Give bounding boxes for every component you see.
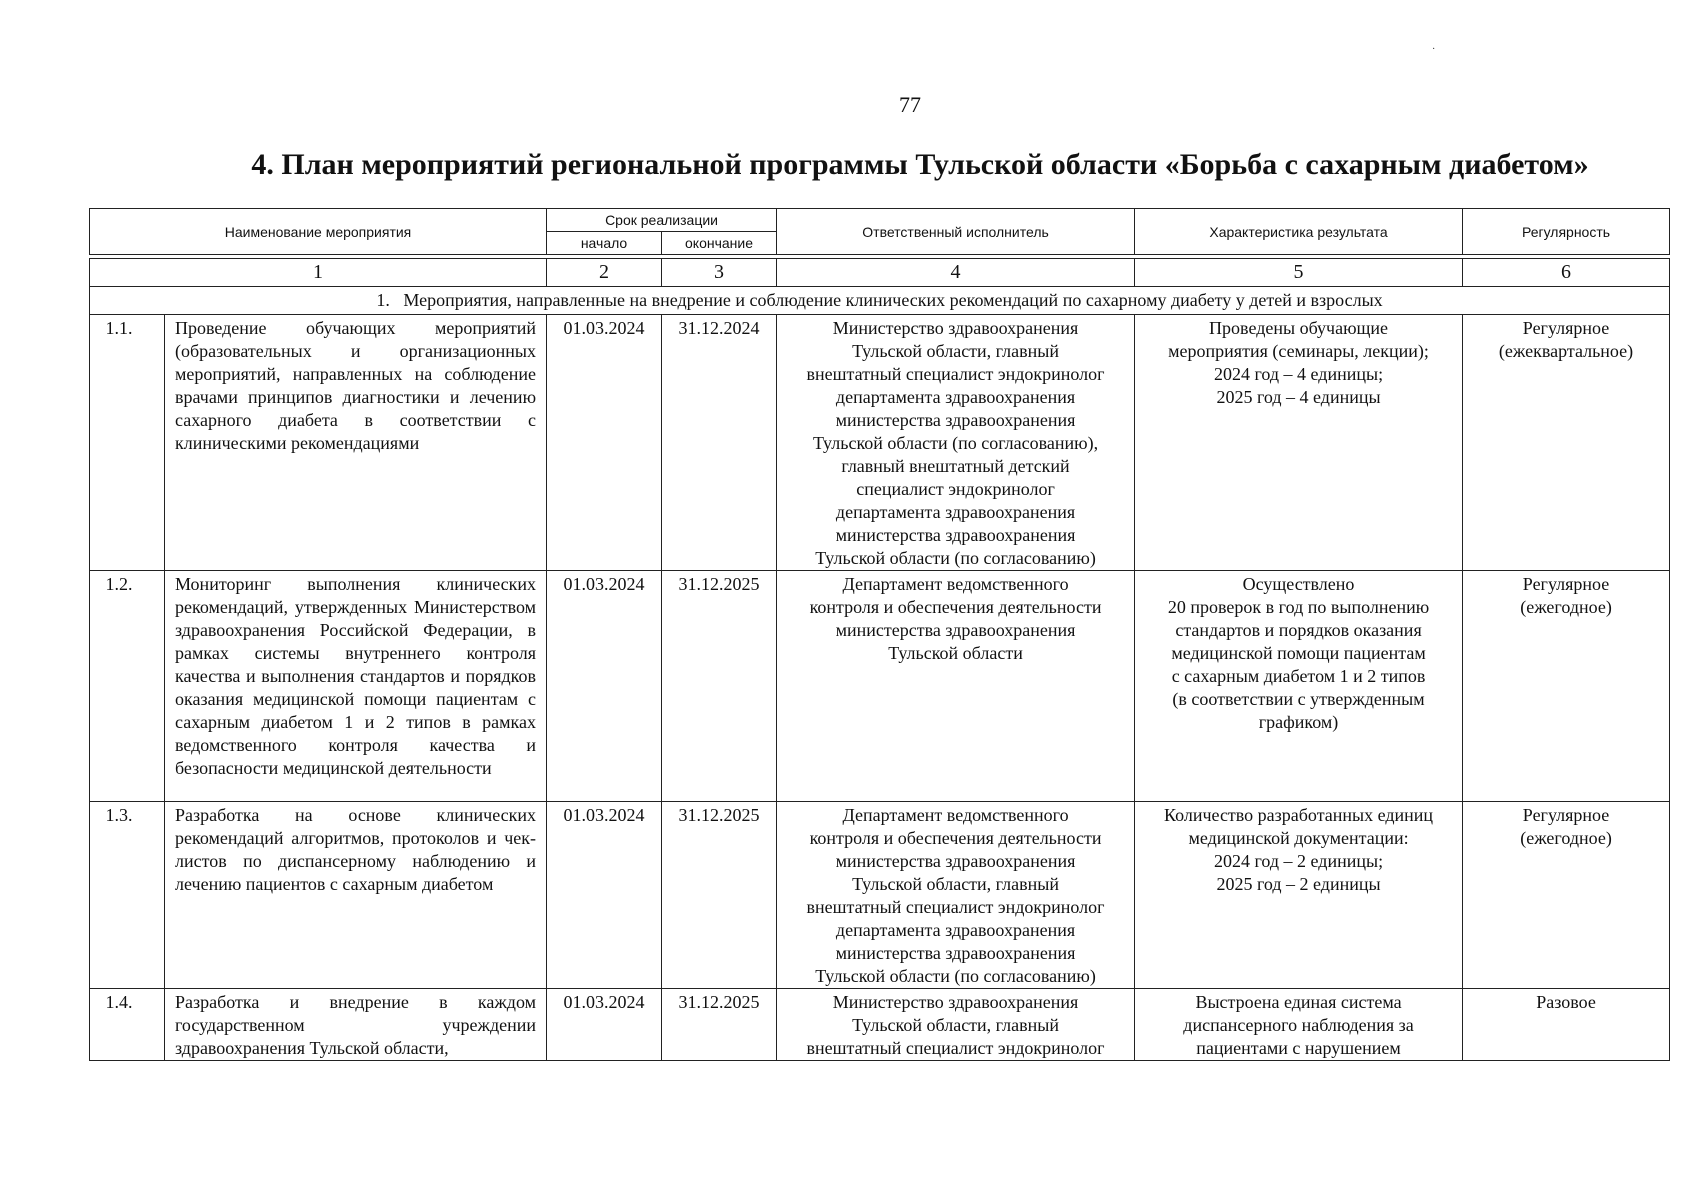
row-activity-name: Проведение обучающих мероприятий (образовательных и организационных мероприятий, направленных на соблюдение врачами принципов диагностики и лечению сахарного диабета в соответствии с клиническими рекомендациями: [165, 315, 547, 571]
column-number: 3: [662, 259, 777, 287]
row-number: 1.2.: [90, 571, 165, 802]
header-start: начало: [547, 232, 662, 255]
row-end-date: 31.12.2025: [662, 571, 777, 802]
scan-speck: ·: [1432, 44, 1436, 55]
row-executor: Департамент ведомственного контроля и обеспечения деятельности министерства здравоохранения Тульской области: [777, 571, 1135, 802]
document-title: 4. План мероприятий региональной программы Тульской области «Борьба с сахарным диабетом»: [251, 148, 1589, 181]
row-executor: Министерство здравоохранения Тульской области, главный внештатный специалист эндокринолог: [777, 989, 1135, 1061]
row-regularity: Регулярное (ежеквартальное): [1463, 315, 1670, 571]
page-number: 77: [899, 92, 921, 117]
header-result: Характеристика результата: [1135, 209, 1463, 255]
column-number: 5: [1135, 259, 1463, 287]
header-end: окончание: [662, 232, 777, 255]
row-executor: Министерство здравоохранения Тульской области, главный внештатный специалист эндокринолог департамента здравоохранения министерства здравоохранения Тульской области (по согласованию), главный внештатный детский специалист эндокринолог департамента здравоохранения министерства здравоохранения Тульской области (по согласованию): [777, 315, 1135, 571]
section-row: [90, 287, 1670, 315]
row-end-date: 31.12.2025: [662, 802, 777, 989]
row-end-date: 31.12.2024: [662, 315, 777, 571]
column-number: 2: [547, 259, 662, 287]
row-result: Проведены обучающие мероприятия (семинары, лекции); 2024 год – 4 единицы; 2025 год – 4 единицы: [1135, 315, 1463, 571]
row-executor: Департамент ведомственного контроля и обеспечения деятельности министерства здравоохранения Тульской области, главный внештатный специалист эндокринолог департамента здравоохранения министерства здравоохранения Тульской области (по согласованию): [777, 802, 1135, 989]
row-start-date: 01.03.2024: [547, 315, 662, 571]
column-number: 6: [1463, 259, 1670, 287]
header-executor: Ответственный исполнитель: [777, 209, 1135, 255]
row-activity-name: Разработка и внедрение в каждом государственном учреждении здравоохранения Тульской области,: [165, 989, 547, 1061]
row-end-date: 31.12.2025: [662, 989, 777, 1061]
section-title: 1. Мероприятия, направленные на внедрение и соблюдение клинических рекомендаций по сахарному диабету у детей и взрослых: [90, 287, 1670, 315]
column-numbers-row: [90, 259, 1670, 287]
table-row: [90, 315, 1670, 571]
table-row: [90, 571, 1670, 802]
row-result: Количество разработанных единиц медицинской документации: 2024 год – 2 единицы; 2025 год – 2 единицы: [1135, 802, 1463, 989]
row-number: 1.4.: [90, 989, 165, 1061]
table-header-row: [90, 209, 1670, 232]
row-regularity: Регулярное (ежегодное): [1463, 571, 1670, 802]
row-activity-name: Разработка на основе клинических рекомендаций алгоритмов, протоколов и чек-листов по диспансерному наблюдению и лечению пациентов с сахарным диабетом: [165, 802, 547, 989]
header-name: Наименование мероприятия: [90, 209, 547, 255]
row-result: Выстроена единая система диспансерного наблюдения за пациентами с нарушением: [1135, 989, 1463, 1061]
row-regularity: Регулярное (ежегодное): [1463, 802, 1670, 989]
row-result: Осуществлено 20 проверок в год по выполнению стандартов и порядков оказания медицинской помощи пациентам с сахарным диабетом 1 и 2 типов (в соответствии с утвержденным графиком): [1135, 571, 1463, 802]
column-number: 1: [90, 259, 547, 287]
table-row: [90, 989, 1670, 1061]
header-regularity: Регулярность: [1463, 209, 1670, 255]
row-regularity: Разовое: [1463, 989, 1670, 1061]
row-number: 1.3.: [90, 802, 165, 989]
table-row: [90, 802, 1670, 989]
column-number: 4: [777, 259, 1135, 287]
row-start-date: 01.03.2024: [547, 571, 662, 802]
row-start-date: 01.03.2024: [547, 989, 662, 1061]
header-period: Срок реализации: [547, 209, 777, 232]
row-start-date: 01.03.2024: [547, 802, 662, 989]
row-activity-name: Мониторинг выполнения клинических рекомендаций, утвержденных Министерством здравоохранения Российской Федерации, в рамках системы внутреннего контроля качества и выполнения стандартов и порядков оказания медицинской помощи пациентам с сахарным диабетом 1 и 2 типов в рамках ведомственного контроля качества и безопасности медицинской деятельности: [165, 571, 547, 802]
row-number: 1.1.: [90, 315, 165, 571]
activity-plan-table: [89, 208, 1669, 1061]
